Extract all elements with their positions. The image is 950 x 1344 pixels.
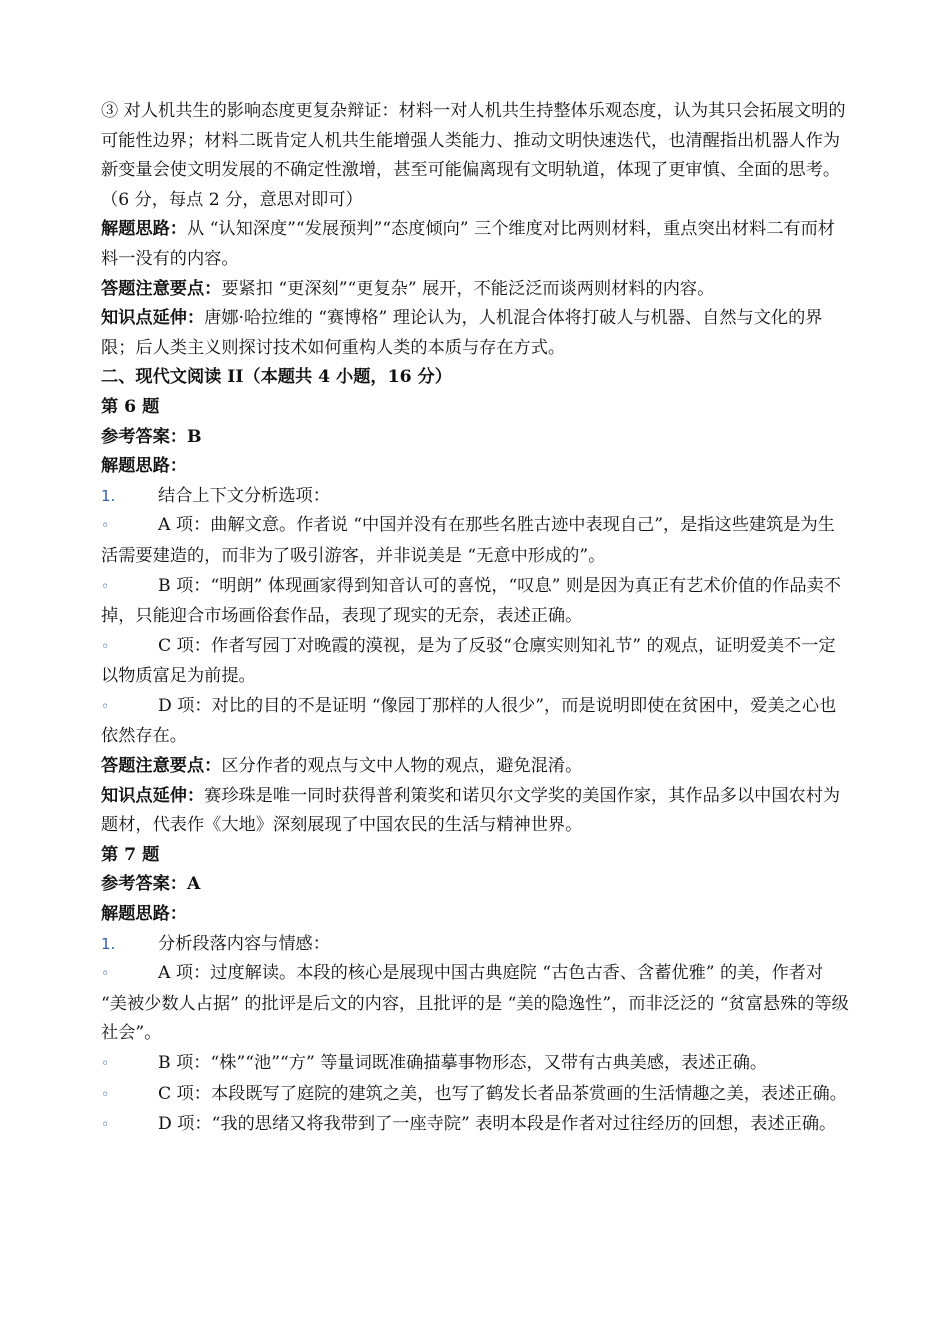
numbered-item [101,930,849,960]
bullet-icon: ◦ [101,1086,110,1103]
section-heading: 参考答案：A [101,874,201,895]
bullet-item [101,1049,849,1080]
bullet-icon: ◦ [101,1117,110,1134]
item-text: A 项：过度解读。本段的核心是展现中国古典庭院 “古色古香、含蓄优雅” 的美，作者对 “美被少数人占据” 的批评是后文的内容，且批评的是 “美的隐逸性”，而非泛泛的 “贫富悬殊的等级社会”。 [101,963,849,1044]
paragraph: （6 分，每点 2 分，意思对即可） [101,189,363,210]
section-heading: 二、现代文阅读 II（本题共 4 小题，16 分） [101,367,452,388]
item-text: C 项：本段既写了庭院的建筑之美，也写了鹤发长者品茶赏画的生活情趣之美，表述正确。 [158,1083,847,1104]
labeled-paragraph [101,782,849,841]
section-heading: 第 6 题 [101,396,160,417]
section-heading: 解题思路： [101,456,187,477]
item-text: D 项：“我的思绪又将我带到了一座寺院” 表明本段是作者对过往经历的回想，表述正确。 [158,1114,837,1135]
numbered-item [101,482,849,512]
document-page [101,97,849,1141]
list-number: 1. [101,486,116,505]
paragraph-text: 区分作者的观点与文中人物的观点，避免混淆。 [221,756,583,777]
item-text: 分析段落内容与情感： [158,933,330,954]
section-heading: 解题思路： [101,904,187,925]
labeled-paragraph [101,752,849,782]
paragraph-text: 唐娜·哈拉维的 “赛博格” 理论认为，人机混合体将打破人与机器、自然与文化的界限；后人类主义则探讨技术如何重构人类的本质与存在方式。 [101,308,823,358]
item-text: 结合上下文分析选项： [158,485,330,506]
item-text: B 项：“株”“池”“方” 等量词既准确描摹事物形态，又带有古典美感，表述正确。 [158,1053,768,1073]
paragraph-text: 赛珍珠是唯一同时获得普利策奖和诺贝尔文学奖的美国作家，其作品多以中国农村为题材，代表作《大地》深刻展现了中国农民的生活与精神世界。 [101,785,841,836]
bullet-icon: ◦ [101,698,110,715]
paragraph-text: 从 “认知深度”“发展预判”“态度倾向” 三个维度对比两则材料，重点突出材料二有而材料一没有的内容。 [101,219,835,269]
bullet-item [101,959,849,1049]
bullet-item [101,692,849,752]
bullet-item [101,632,849,692]
labeled-paragraph [101,275,849,305]
bullet-icon: ◦ [101,518,110,535]
paragraph-label: 答题注意要点： [101,756,222,777]
paragraph: ③ 对人机共生的影响态度更复杂辩证：材料一对人机共生持整体乐观态度，认为其只会拓展文明的可能性边界；材料二既肯定人机共生能增强人类能力、推动文明快速迭代，也清醒指出机器人作为新变量会使文明发展的不确定性激增，甚至可能偏离现有文明轨道，体现了更审慎、全面的思考。 [101,101,846,181]
section-heading: 参考答案：B [101,426,202,447]
item-text: A 项：曲解文意。作者说 “中国并没有在那些名胜古迹中表现自己”，是指这些建筑是为生活需要建造的，而非为了吸引游客，并非说美是 “无意中形成的”。 [101,515,835,566]
paragraph-label: 解题思路： [101,219,187,240]
paragraph-label: 知识点延伸： [101,785,205,806]
paragraph-label: 知识点延伸： [101,308,205,329]
paragraph-text: 要紧扣 “更深刻”“更复杂” 展开，不能泛泛而谈两则材料的内容。 [221,278,715,299]
bullet-item [101,1080,849,1111]
item-text: C 项：作者写园丁对晚霞的漠视，是为了反驳“仓廪实则知礼节” 的观点，证明爱美不一定以物质富足为前提。 [101,635,836,687]
bullet-icon: ◦ [101,638,110,655]
labeled-paragraph [101,304,849,363]
bullet-icon: ◦ [101,966,110,983]
item-text: B 项：“明朗” 体现画家得到知音认可的喜悦，“叹息” 则是因为真正有艺术价值的作品卖不掉，只能迎合市场画俗套作品，表现了现实的无奈，表述正确。 [101,575,841,627]
bullet-item [101,1110,849,1141]
bullet-icon: ◦ [101,1056,110,1072]
item-text: D 项：对比的目的不是证明 “像园丁那样的人很少”，而是说明即使在贫困中，爱美之心也依然存在。 [101,695,837,747]
paragraph-label: 答题注意要点： [101,278,222,299]
bullet-icon: ◦ [101,578,110,595]
section-heading: 第 7 题 [101,844,160,865]
bullet-item [101,511,849,571]
list-number: 1. [101,934,116,953]
labeled-paragraph [101,215,849,274]
bullet-item [101,572,849,632]
